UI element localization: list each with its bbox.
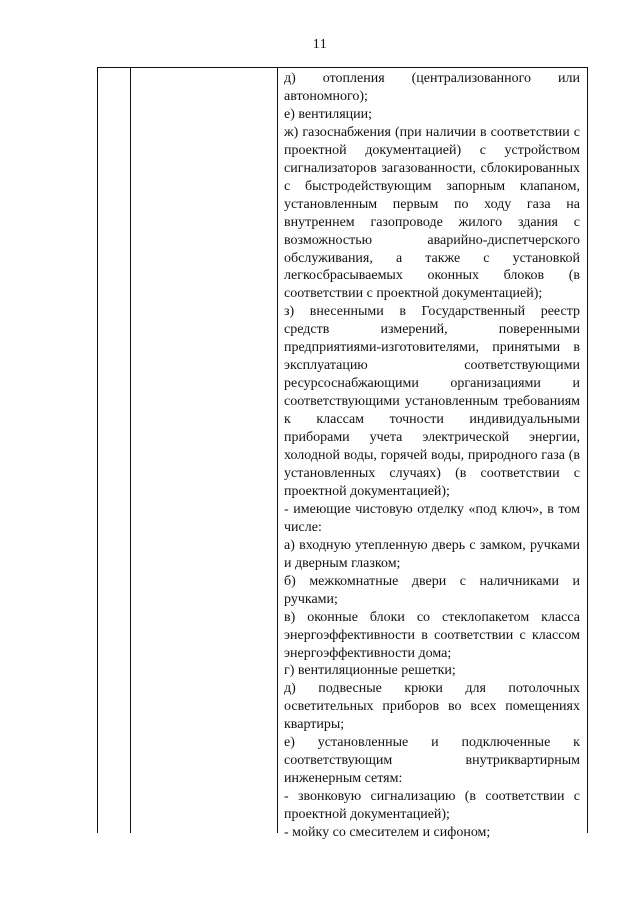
paragraph: а) входную утепленную дверь с замком, ручками и дверным глазком; <box>284 537 580 571</box>
paragraph: е) вентиляции; <box>284 106 373 122</box>
paragraph: б) межкомнатные двери с наличниками и ручками; <box>284 573 580 607</box>
paragraph: - мойку со смесителем и сифоном; <box>284 825 491 841</box>
table-column-number <box>98 68 131 833</box>
paragraph: е) установленные и подключенные к соответствующим внутриквартирным инженерным сетям: <box>284 735 580 787</box>
paragraph: - звонковую сигнализацию (в соответствии с проектной документацией); <box>284 789 580 823</box>
paragraph: г) вентиляционные решетки; <box>284 663 456 679</box>
paragraph: ж) газоснабжения (при наличии в соответствии с проектной документацией) с устройством сигнализаторов загазованности, сблокированных с быстродействующим запорным клапаном, установленным первым по ходу газа на внутреннем газопроводе жилого здания с возможностью аварийно-диспетчерского обслуживания, а также с установкой легкосбрасываемых оконных блоков (в соответствии с проектной документацией); <box>284 124 580 302</box>
requirements-cell-text <box>284 70 580 842</box>
paragraph: - имеющие чистовую отделку «под ключ», в том числе: <box>284 501 580 535</box>
paragraph: в) оконные блоки со стеклопакетом класса энергоэффективности в соответствии с классом энергоэффективности дома; <box>284 609 580 661</box>
paragraph: з) внесенными в Государственный реестр средств измерений, поверенными предприятиями-изготовителями, принятыми в эксплуатацию соответствующими ресурсоснабжающими организациями и соответствующими установленным требованиям к классам точности индивидуальными приборами учета электрической энергии, холодной воды, горячей воды, природного газа (в установленных случаях) (в соответствии с проектной документацией); <box>284 304 580 499</box>
paragraph: д) подвесные крюки для потолочных осветительных приборов во всех помещениях квартиры; <box>284 681 580 733</box>
page-number: 11 <box>312 37 328 52</box>
paragraph: д) отопления (централизованного или автономного); <box>284 71 580 104</box>
table-column-name <box>131 68 278 833</box>
requirements-table <box>97 67 588 841</box>
